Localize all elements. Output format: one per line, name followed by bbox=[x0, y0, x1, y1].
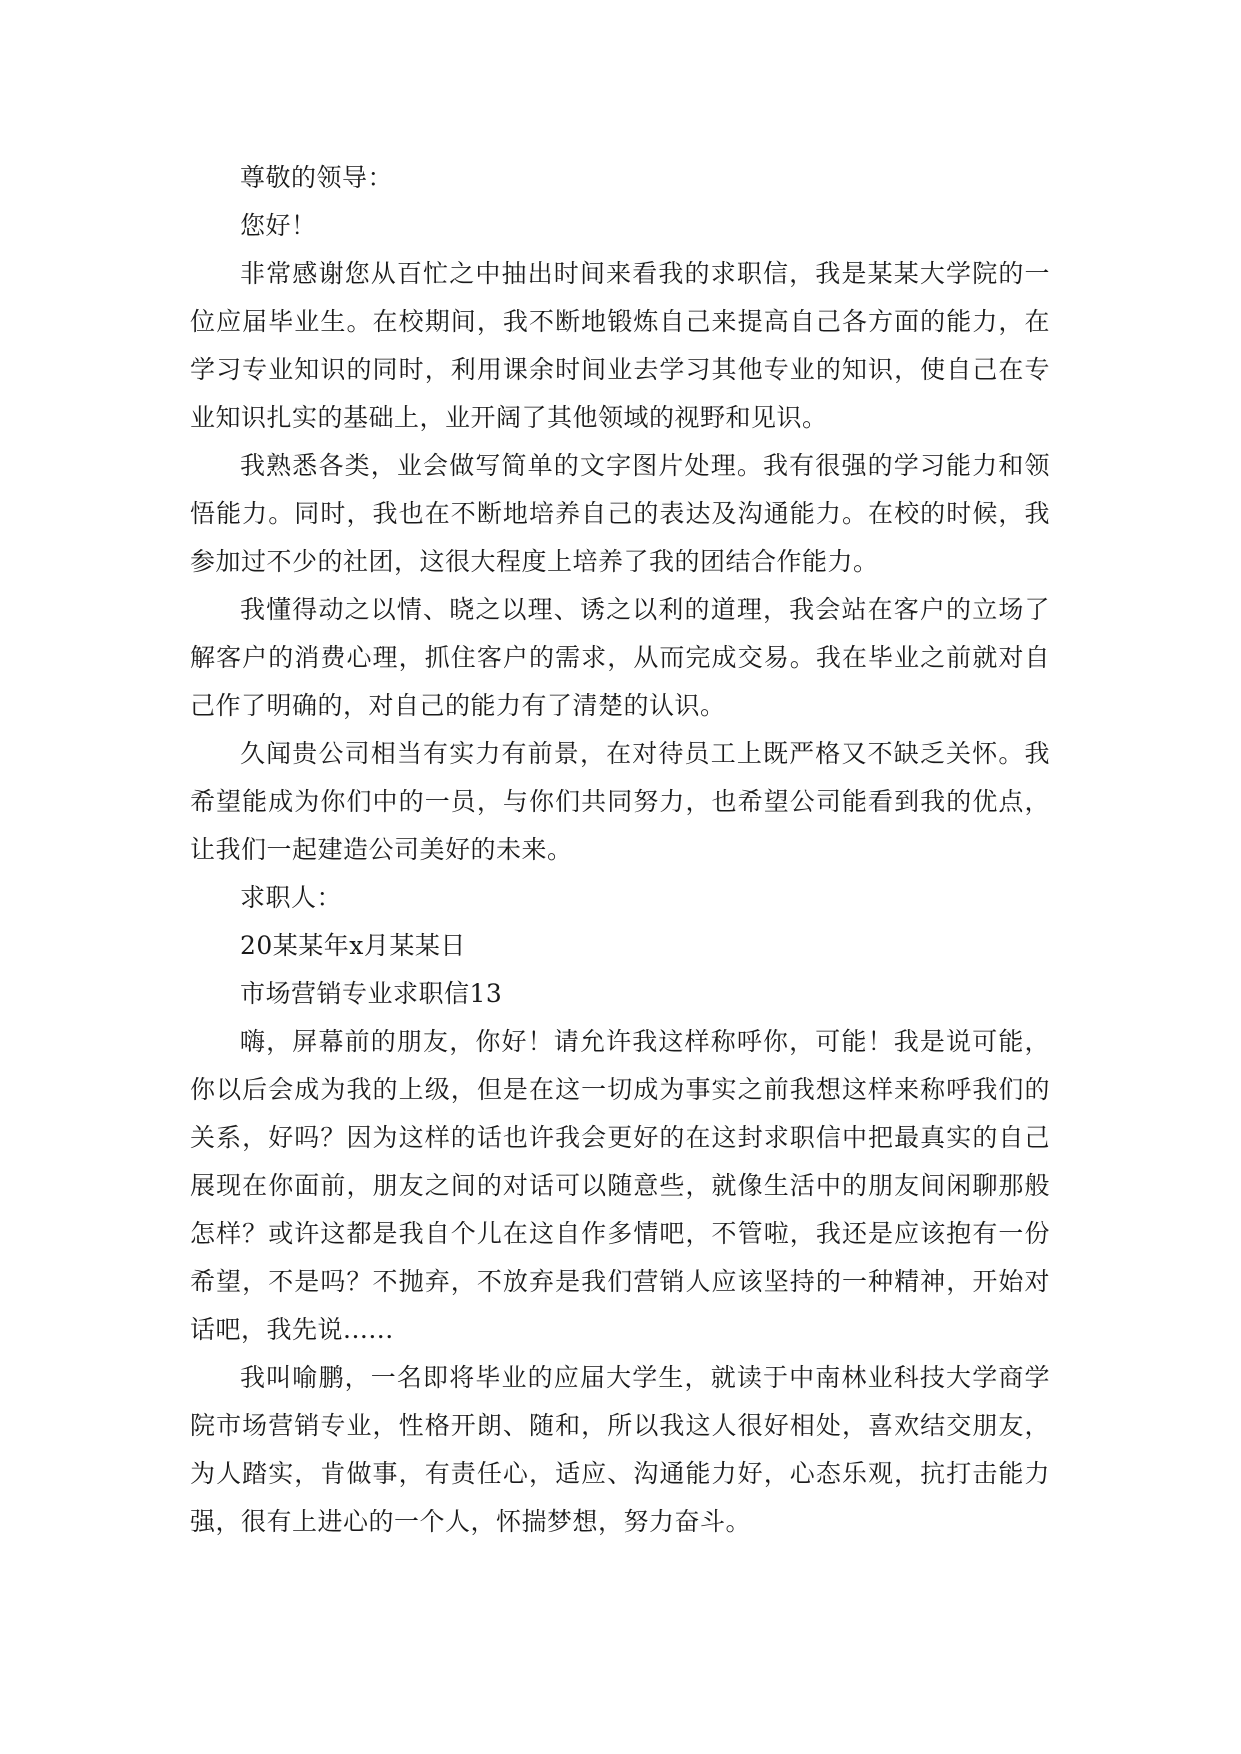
body-paragraph: 嗨，屏幕前的朋友，你好！请允许我这样称呼你，可能！我是说可能，你以后会成为我的上级，但是在这一切成为事实之前我想这样来称呼我们的关系，好吗？因为这样的话也许我会更好的在这封求职信中把最真实的自己展现在你面前，朋友之间的对话可以随意些，就像生活中的朋友间闲聊那般怎样？或许这都是我自个儿在这自作多情吧，不管啦，我还是应该抱有一份希望，不是吗？不抛弃，不放弃是我们营销人应该坚持的一种精神，开始对话吧，我先说...... bbox=[190, 1027, 1050, 1344]
signature-label: 求职人： bbox=[240, 883, 343, 912]
salutation: 尊敬的领导： bbox=[240, 163, 394, 192]
body-paragraph: 我叫喻鹏，一名即将毕业的应届大学生，就读于中南林业科技大学商学院市场营销专业，性格开朗、随和，所以我这人很好相处，喜欢结交朋友，为人踏实，肯做事，有责任心，适应、沟通能力好，心态乐观，抗打击能力强，很有上进心的一个人，怀揣梦想，努力奋斗。 bbox=[190, 1363, 1050, 1536]
document-body bbox=[190, 154, 1050, 1546]
section-title: 市场营销专业求职信13 bbox=[240, 979, 503, 1008]
date-line: 20某某年x月某某日 bbox=[240, 931, 466, 960]
body-paragraph: 我熟悉各类，业会做写简单的文字图片处理。我有很强的学习能力和领悟能力。同时，我也在不断地培养自己的表达及沟通能力。在校的时候，我参加过不少的社团，这很大程度上培养了我的团结合作能力。 bbox=[190, 451, 1050, 576]
body-paragraph: 久闻贵公司相当有实力有前景，在对待员工上既严格又不缺乏关怀。我希望能成为你们中的一员，与你们共同努力，也希望公司能看到我的优点，让我们一起建造公司美好的未来。 bbox=[190, 739, 1050, 864]
body-paragraph: 我懂得动之以情、晓之以理、诱之以利的道理，我会站在客户的立场了解客户的消费心理，抓住客户的需求，从而完成交易。我在毕业之前就对自己作了明确的，对自己的能力有了清楚的认识。 bbox=[190, 595, 1050, 720]
body-paragraph: 非常感谢您从百忙之中抽出时间来看我的求职信，我是某某大学院的一位应届毕业生。在校期间，我不断地锻炼自己来提高自己各方面的能力，在学习专业知识的同时，利用课余时间业去学习其他专业的知识，使自己在专业知识扎实的基础上，业开阔了其他领域的视野和见识。 bbox=[190, 259, 1050, 432]
greeting: 您好！ bbox=[240, 211, 317, 240]
